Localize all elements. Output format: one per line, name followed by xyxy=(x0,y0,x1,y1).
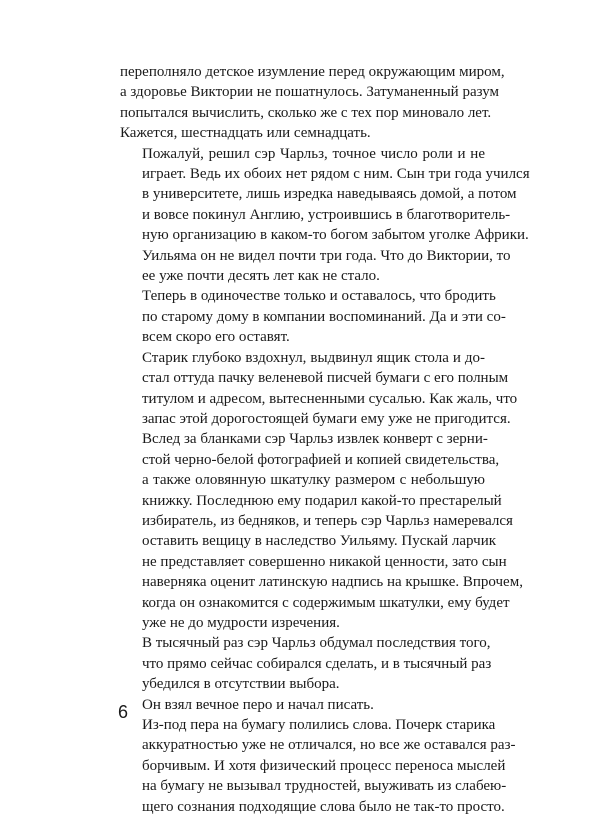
text-line: книжку. Последнюю ему подарил какой-то престарелый xyxy=(142,492,502,509)
text-line: Он взял вечное перо и начал писать. xyxy=(142,696,374,713)
text-line: и вовсе покинул Англию, устроившись в благотворитель- xyxy=(142,206,511,223)
text-line: оставить вещицу в наследство Уильяму. Пускай ларчик xyxy=(142,533,497,550)
text-line: на бумагу не вызывал трудностей, выуживать из слабею- xyxy=(142,778,507,795)
text-line: а также оловянную шкатулку размером с небольшую xyxy=(142,472,485,489)
text-line: Старик глубоко вздохнул, выдвинул ящик стола и до- xyxy=(142,349,485,366)
body-text xyxy=(120,62,530,817)
text-line: титулом и адресом, вытесненными сусалью. Как жаль, что xyxy=(142,390,518,407)
text-line: переполняло детское изумление перед окружающим миром, xyxy=(120,64,505,80)
text-line: попытался вычислить, сколько же с тех пор миновало лет. xyxy=(120,104,492,121)
page-number: 6 xyxy=(118,702,129,722)
text-line: избиратель, из бедняков, и теперь сэр Чарльз намеревался xyxy=(142,512,513,529)
text-line: Пожалуй, решил сэр Чарльз, точное число роли и не xyxy=(142,145,485,162)
text-line: Уильяма он не видел почти три года. Что до Виктории, то xyxy=(142,247,511,264)
paragraph xyxy=(120,62,505,144)
paragraph xyxy=(120,715,516,817)
text-line: аккуратностью уже не отличался, но все же оставался раз- xyxy=(142,737,516,754)
text-line: ную организацию в каком-то богом забытом уголке Африки. xyxy=(142,227,529,244)
paragraph xyxy=(120,429,523,633)
paragraph xyxy=(120,348,518,430)
text-line: стой черно-белой фотографией и копией свидетельства, xyxy=(142,451,500,468)
paragraph xyxy=(120,633,492,694)
text-line: уже не до мудрости изречения. xyxy=(142,614,340,631)
text-line: Теперь в одиночестве только и оставалось, что бродить xyxy=(142,288,496,305)
text-line: В тысячный раз сэр Чарльз обдумал последствия того, xyxy=(142,635,491,652)
text-line: Вслед за бланками сэр Чарльз извлек конверт с зерни- xyxy=(142,431,488,448)
paragraph xyxy=(120,695,485,715)
text-line: борчивым. И хотя физический процесс переноса мыслей xyxy=(142,757,506,774)
text-line: когда он ознакомится с содержимым шкатулки, ему будет xyxy=(142,594,510,611)
text-line: не представляет совершенно никакой ценности, зато сын xyxy=(142,553,507,570)
text-line: в университете, лишь изредка наведываясь домой, а потом xyxy=(142,186,517,203)
text-line: что прямо сейчас собирался сделать, и в тысячный раз xyxy=(142,655,492,672)
text-line: ее уже почти десять лет как не стало. xyxy=(142,268,380,285)
paragraph xyxy=(120,286,506,347)
text-line: стал оттуда пачку веленевой писчей бумаги с его полным xyxy=(142,370,509,387)
text-line: щего сознания подходящие слова было не так-то просто. xyxy=(142,798,505,815)
text-line: убедился в отсутствии выбора. xyxy=(142,676,340,693)
text-line: всем скоро его оставят. xyxy=(142,329,290,346)
text-line: играет. Ведь их обоих нет рядом с ним. Сын три года учился xyxy=(142,166,530,183)
text-line: а здоровье Виктории не пошатнулось. Затуманенный разум xyxy=(120,84,500,101)
text-line: по старому дому в компании воспоминаний. Да и эти со- xyxy=(142,308,506,325)
text-line: запас этой дорогостоящей бумаги ему уже не пригодится. xyxy=(142,410,511,427)
text-line: Кажется, шестнадцать или семнадцать. xyxy=(120,125,371,142)
paragraph xyxy=(120,144,530,287)
text-line: Из-под пера на бумагу полились слова. Почерк старика xyxy=(142,717,496,733)
text-line: наверняка оценит латинскую надпись на крышке. Впрочем, xyxy=(142,574,523,591)
